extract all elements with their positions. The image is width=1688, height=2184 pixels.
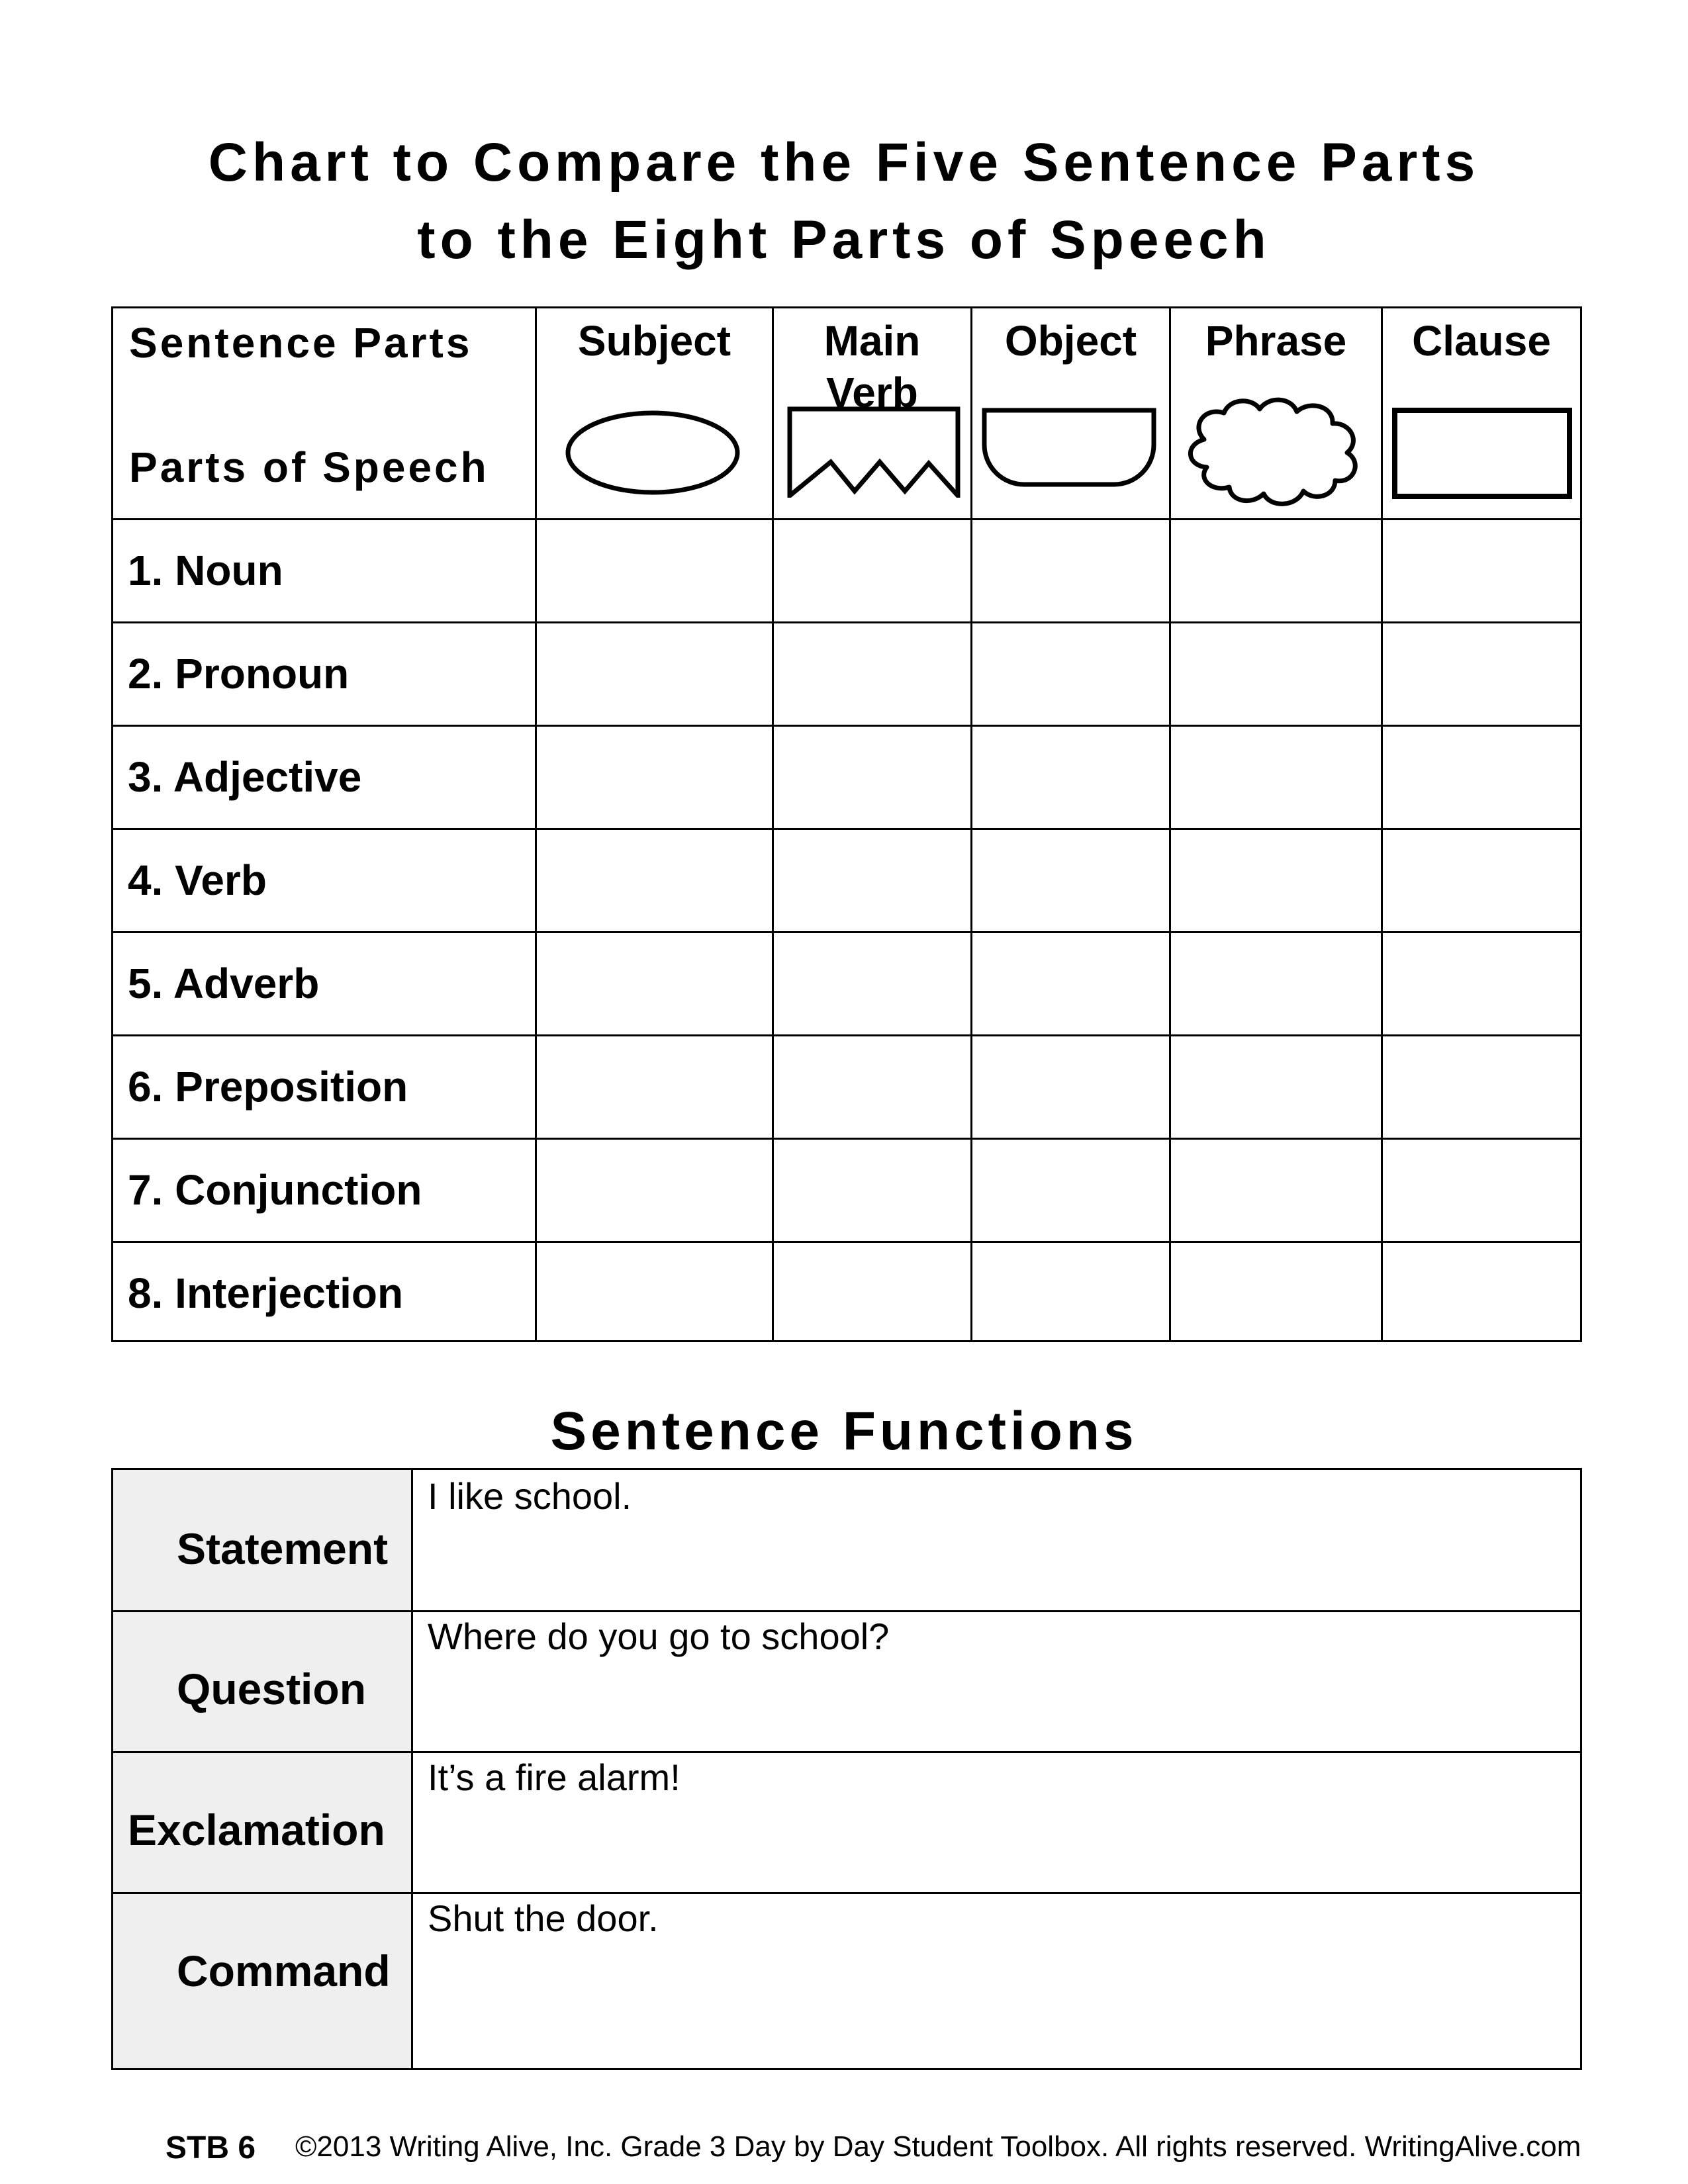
sentence-functions-title: Sentence Functions xyxy=(550,1401,1138,1461)
function-label-command: Command xyxy=(177,1946,391,1995)
row-label-adverb: 5. Adverb xyxy=(128,960,320,1007)
row-label-adjective: 3. Adjective xyxy=(128,753,362,801)
column-header-clause: Clause xyxy=(1412,317,1551,365)
cloud-icon xyxy=(1178,393,1374,511)
rectangle-icon xyxy=(1392,408,1572,500)
function-example-exclamation: It’s a fire alarm! xyxy=(428,1756,680,1798)
column-header-phrase: Phrase xyxy=(1205,317,1347,365)
oval-icon xyxy=(563,406,742,499)
function-label-question: Question xyxy=(177,1664,367,1713)
function-example-command: Shut the door. xyxy=(428,1897,659,1939)
sentence-functions-table xyxy=(111,1468,1582,2070)
function-example-statement: I like school. xyxy=(428,1475,632,1517)
function-example-question: Where do you go to school? xyxy=(428,1615,890,1657)
sentence-parts-header: Sentence Parts xyxy=(129,319,473,367)
page-title-line-1: Chart to Compare the Five Sentence Parts xyxy=(208,132,1480,193)
copyright-notice: ©2013 Writing Alive, Inc. Grade 3 Day by Day Student Toolbox. All rights reserved. WritingAlive.com xyxy=(295,2130,1581,2163)
column-header-main-verb xyxy=(774,315,970,418)
column-header-object: Object xyxy=(1004,317,1137,365)
main-verb-line-2: Verb xyxy=(826,369,918,416)
row-label-conjunction: 7. Conjunction xyxy=(128,1166,422,1214)
comparison-chart xyxy=(111,306,1582,1342)
row-label-noun: 1. Noun xyxy=(128,547,283,594)
parts-of-speech-header: Parts of Speech xyxy=(129,443,489,491)
page-title-line-2: to the Eight Parts of Speech xyxy=(417,210,1271,270)
function-label-exclamation: Exclamation xyxy=(128,1805,385,1854)
page-code: STB 6 xyxy=(165,2130,256,2165)
function-label-statement: Statement xyxy=(177,1524,389,1573)
row-label-verb: 4. Verb xyxy=(128,856,267,904)
zigzag-box-icon xyxy=(787,406,961,498)
row-label-preposition: 6. Preposition xyxy=(128,1063,408,1111)
column-header-subject: Subject xyxy=(577,317,731,365)
main-verb-line-1: Main xyxy=(823,317,921,365)
row-label-pronoun: 2. Pronoun xyxy=(128,650,350,698)
row-label-interjection: 8. Interjection xyxy=(128,1269,404,1317)
bowl-icon xyxy=(982,408,1156,498)
